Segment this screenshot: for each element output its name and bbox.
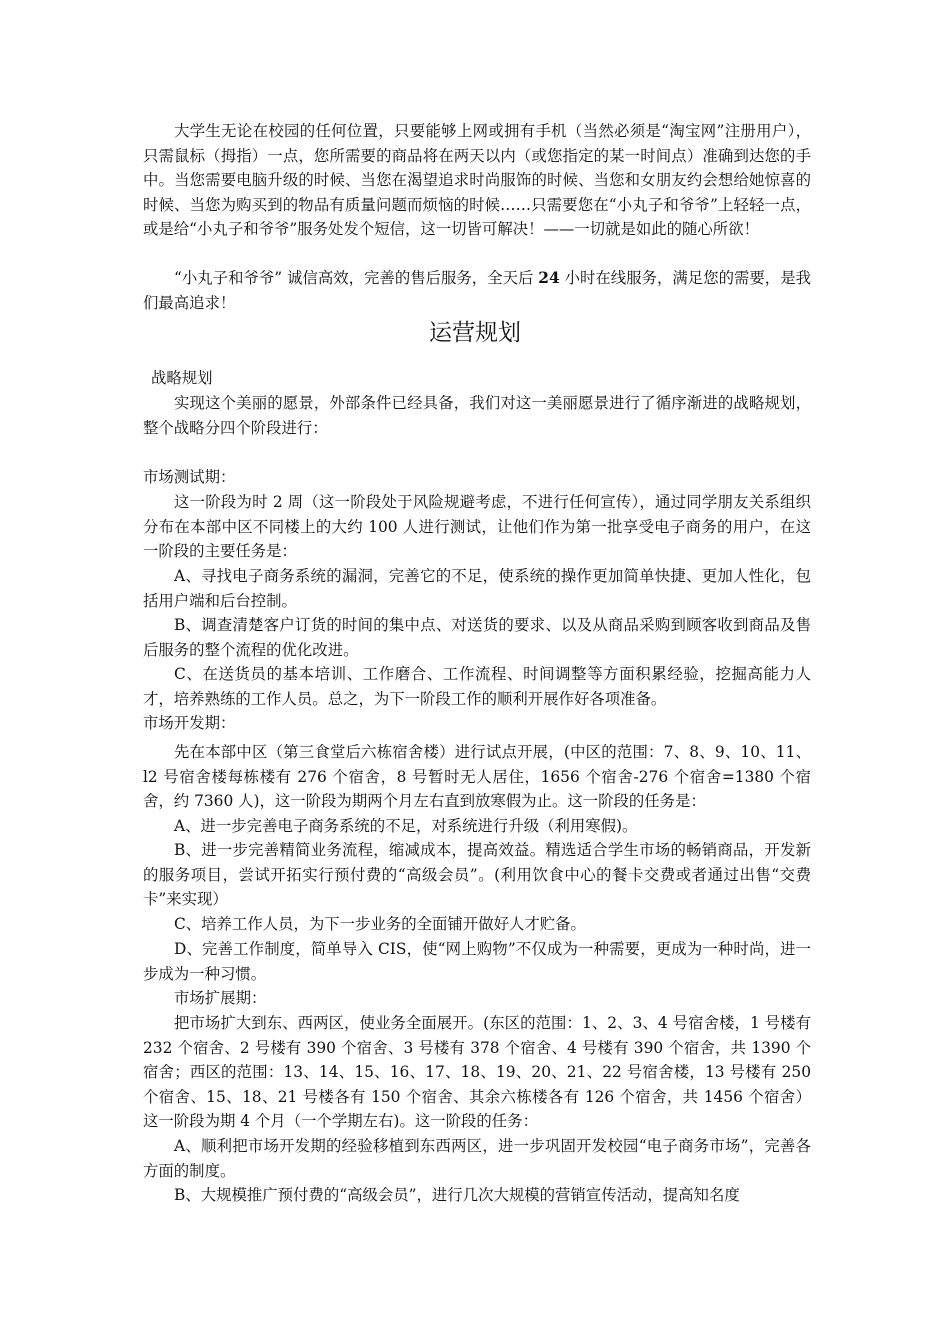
phase1-item-b: B、调查清楚客户订货的时间的集中点、对送货的要求、以及从商品采购到顾客收到商品及售后服务的整个流程的优化改进。: [143, 616, 811, 659]
phase2-intro: 先在本部中区（第三食堂后六栋宿舍楼）进行试点开展，(中区的范围：7、8、9、10、11、l2 号宿舍楼每栋楼有 276 个宿舍，8 号暂时无人居住，1656 个宿舍-276 个宿舍=1380 个宿舍，约 7360 人)，这一阶段为期两个月左右直到放寒假为止。这一阶段的任务是：: [143, 743, 811, 811]
phase2-item-d: D、完善工作制度，简单导入 CIS，使“网上购物”不仅成为一种需要，更成为一种时尚，进一步成为一种习惯。: [143, 940, 811, 983]
phase3-item-b: B、大规模推广预付费的“高级会员”，进行几次大规模的营销宣传活动，提高知名度: [174, 1186, 740, 1204]
phase3-heading: 市场扩展期：: [174, 989, 267, 1007]
intro-p2-text-a: “小丸子和爷爷” 诚信高效，完善的售后服务，全天后: [174, 269, 539, 287]
intro-paragraph-2: [143, 266, 811, 315]
phase1-heading: 市场测试期：: [143, 468, 236, 486]
intro-paragraph-1: 大学生无论在校园的任何位置，只要能够上网或拥有手机（当然必须是“淘宝网”注册用户），只需鼠标（拇指）一点，您所需要的商品将在两天以内（或您指定的某一时间点）准确到达您的手中。当您需要电脑升级的时候、当您在渴望追求时尚服饰的时候、当您和女朋友约会想给她惊喜的时候、当您为购买到的物品有质量问题而烦恼的时候……只需要您在“小丸子和爷爷”上轻轻一点，或是给“小丸子和爷爷”服务处发个短信，这一切皆可解决！——一切就是如此的随心所欲！: [143, 122, 811, 239]
section-title: 运营规划: [429, 320, 521, 346]
phase2-item-b: B、进一步完善精简业务流程，缩减成本，提高效益。精选适合学生市场的畅销商品，开发新的服务项目，尝试开拓实行预付费的“高级会员”。(利用饮食中心的餐卡交费或者通过出售“交费卡”来实现）: [143, 841, 811, 909]
section-intro: 实现这个美丽的愿景，外部条件已经具备，我们对这一美丽愿景进行了循序渐进的战略规划，整个战略分四个阶段进行：: [143, 394, 811, 437]
phase3-item-a: A、顺利把市场开发期的经验移植到东西两区，进一步巩固开发校园“电子商务市场”，完善各方面的制度。: [143, 1137, 811, 1180]
phase2-item-c: C、培养工作人员，为下一步业务的全面铺开做好人才贮备。: [174, 915, 586, 933]
phase3-intro: 把市场扩大到东、西两区，使业务全面展开。(东区的范围：1、2、3、4 号宿舍楼，1 号楼有 232 个宿舍、2 号楼有 390 个宿舍、3 号楼有 378 个宿舍、4 号楼有 390 个宿舍，共 1390 个宿舍；西区的范围：13、14、15、16、17、18、19、20、21、22 号宿舍楼，13 号楼有 250 个宿舍、15、18、21 号楼各有 150 个宿舍、其余六栋楼各有 126 个宿舍，共 1456 个宿舍）这一阶段为期 4 个月（一个学期左右)。这一阶段的任务：: [143, 1014, 811, 1131]
intro-p2-text-b: 小时在线服务，满足您的需要，是我们最高追求！: [143, 269, 811, 312]
phase1-item-c: C、在送货员的基本培训、工作磨合、工作流程、时间调整等方面积累经验，挖掘高能力人才，培养熟练的工作人员。总之，为下一阶段工作的顺利开展作好各项准备。: [143, 665, 811, 708]
phase1-item-a: A、寻找电子商务系统的漏洞，完善它的不足，使系统的操作更加简单快捷、更加人性化，包括用户端和后台控制。: [143, 567, 811, 610]
phase2-heading: 市场开发期：: [143, 714, 236, 732]
phase1-intro: 这一阶段为时 2 周（这一阶段处于风险规避考虑，不进行任何宣传），通过同学朋友关系组织分布在本部中区不同楼上的大约 100 人进行测试，让他们作为第一批享受电子商务的用户，在这一阶段的主要任务是：: [143, 493, 811, 561]
phase2-item-a: A、进一步完善电子商务系统的不足，对系统进行升级（利用寒假)。: [174, 817, 638, 835]
section-subtitle: 战略规划: [151, 369, 213, 387]
intro-p2-hours: 24: [538, 269, 560, 287]
